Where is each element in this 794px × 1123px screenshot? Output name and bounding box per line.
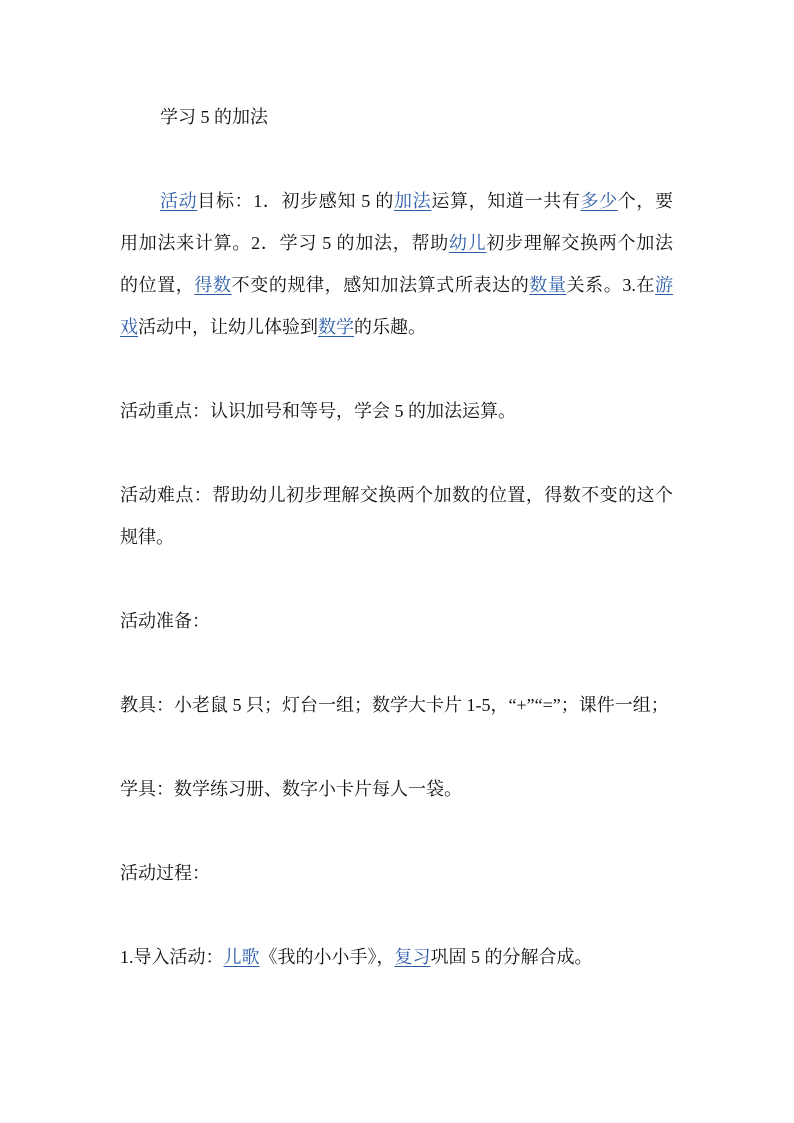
key-point-text: 活动重点：认识加号和等号，学会 5 的加法运算。 [120,401,516,421]
key-point-paragraph [120,390,673,432]
teaching-aids-paragraph [120,684,673,726]
goals-text: 活动中，让幼儿体验到 [138,317,318,337]
link-fuxi[interactable]: 复习 [394,947,431,967]
goals-text: 用加法来计算。2．学习 5 的加法，帮助 [120,233,449,253]
intro-line [120,936,673,978]
goals-text: 的位置， [120,275,195,295]
intro-paragraph [120,936,673,978]
activity-goals-paragraph [120,180,673,348]
document-title: 学习 5 的加法 [160,107,268,127]
goals-line-4 [120,306,673,348]
intro-text: 巩固 5 的分解合成。 [430,947,593,967]
link-huodong[interactable]: 活动 [160,191,198,211]
link-shuliang[interactable]: 数量 [529,275,567,295]
goals-text: 不变的规律，感知加法算式所表达的 [231,275,530,295]
title-paragraph [120,96,673,138]
goals-line-2 [120,222,673,264]
goals-text: 关系。3.在 [566,275,656,295]
link-erge[interactable]: 儿歌 [223,947,260,967]
link-youxi-end[interactable]: 戏 [120,317,138,337]
difficulty-paragraph [120,474,673,558]
teaching-aids-text: 教具：小老鼠 5 只；灯台一组；数学大卡片 1-5，“+”“=”；课件一组； [120,695,669,715]
process-heading: 活动过程： [120,863,210,883]
goals-text: 初步理解交换两个加法 [486,233,674,253]
goals-text: 目标：1．初步感知 5 的 [197,191,395,211]
learning-aids-paragraph [120,768,673,810]
link-youxi-start[interactable]: 游 [655,275,674,295]
link-deshu[interactable]: 得数 [194,275,232,295]
preparation-paragraph [120,600,673,642]
goals-text: 运算，知道一共有 [431,191,581,211]
link-jiafa[interactable]: 加法 [394,191,432,211]
goals-text: 的乐趣。 [354,317,426,337]
difficulty-line-2: 规律。 [120,527,174,547]
process-paragraph [120,852,673,894]
goals-line-3 [120,264,673,306]
intro-text: 《我的小小手》， [259,947,395,967]
link-shuxue[interactable]: 数学 [318,317,354,337]
goals-line-1 [120,180,673,222]
link-duoshao[interactable]: 多少 [580,191,618,211]
learning-aids-text: 学具：数学练习册、数字小卡片每人一袋。 [120,779,462,799]
preparation-heading: 活动准备： [120,611,210,631]
link-youer[interactable]: 幼儿 [448,233,487,253]
document-page [120,96,673,1020]
intro-text: 1.导入活动： [120,947,224,967]
difficulty-line-1: 活动难点：帮助幼儿初步理解交换两个加数的位置，得数不变的这个 [120,485,673,505]
goals-text: 个，要 [617,191,674,211]
